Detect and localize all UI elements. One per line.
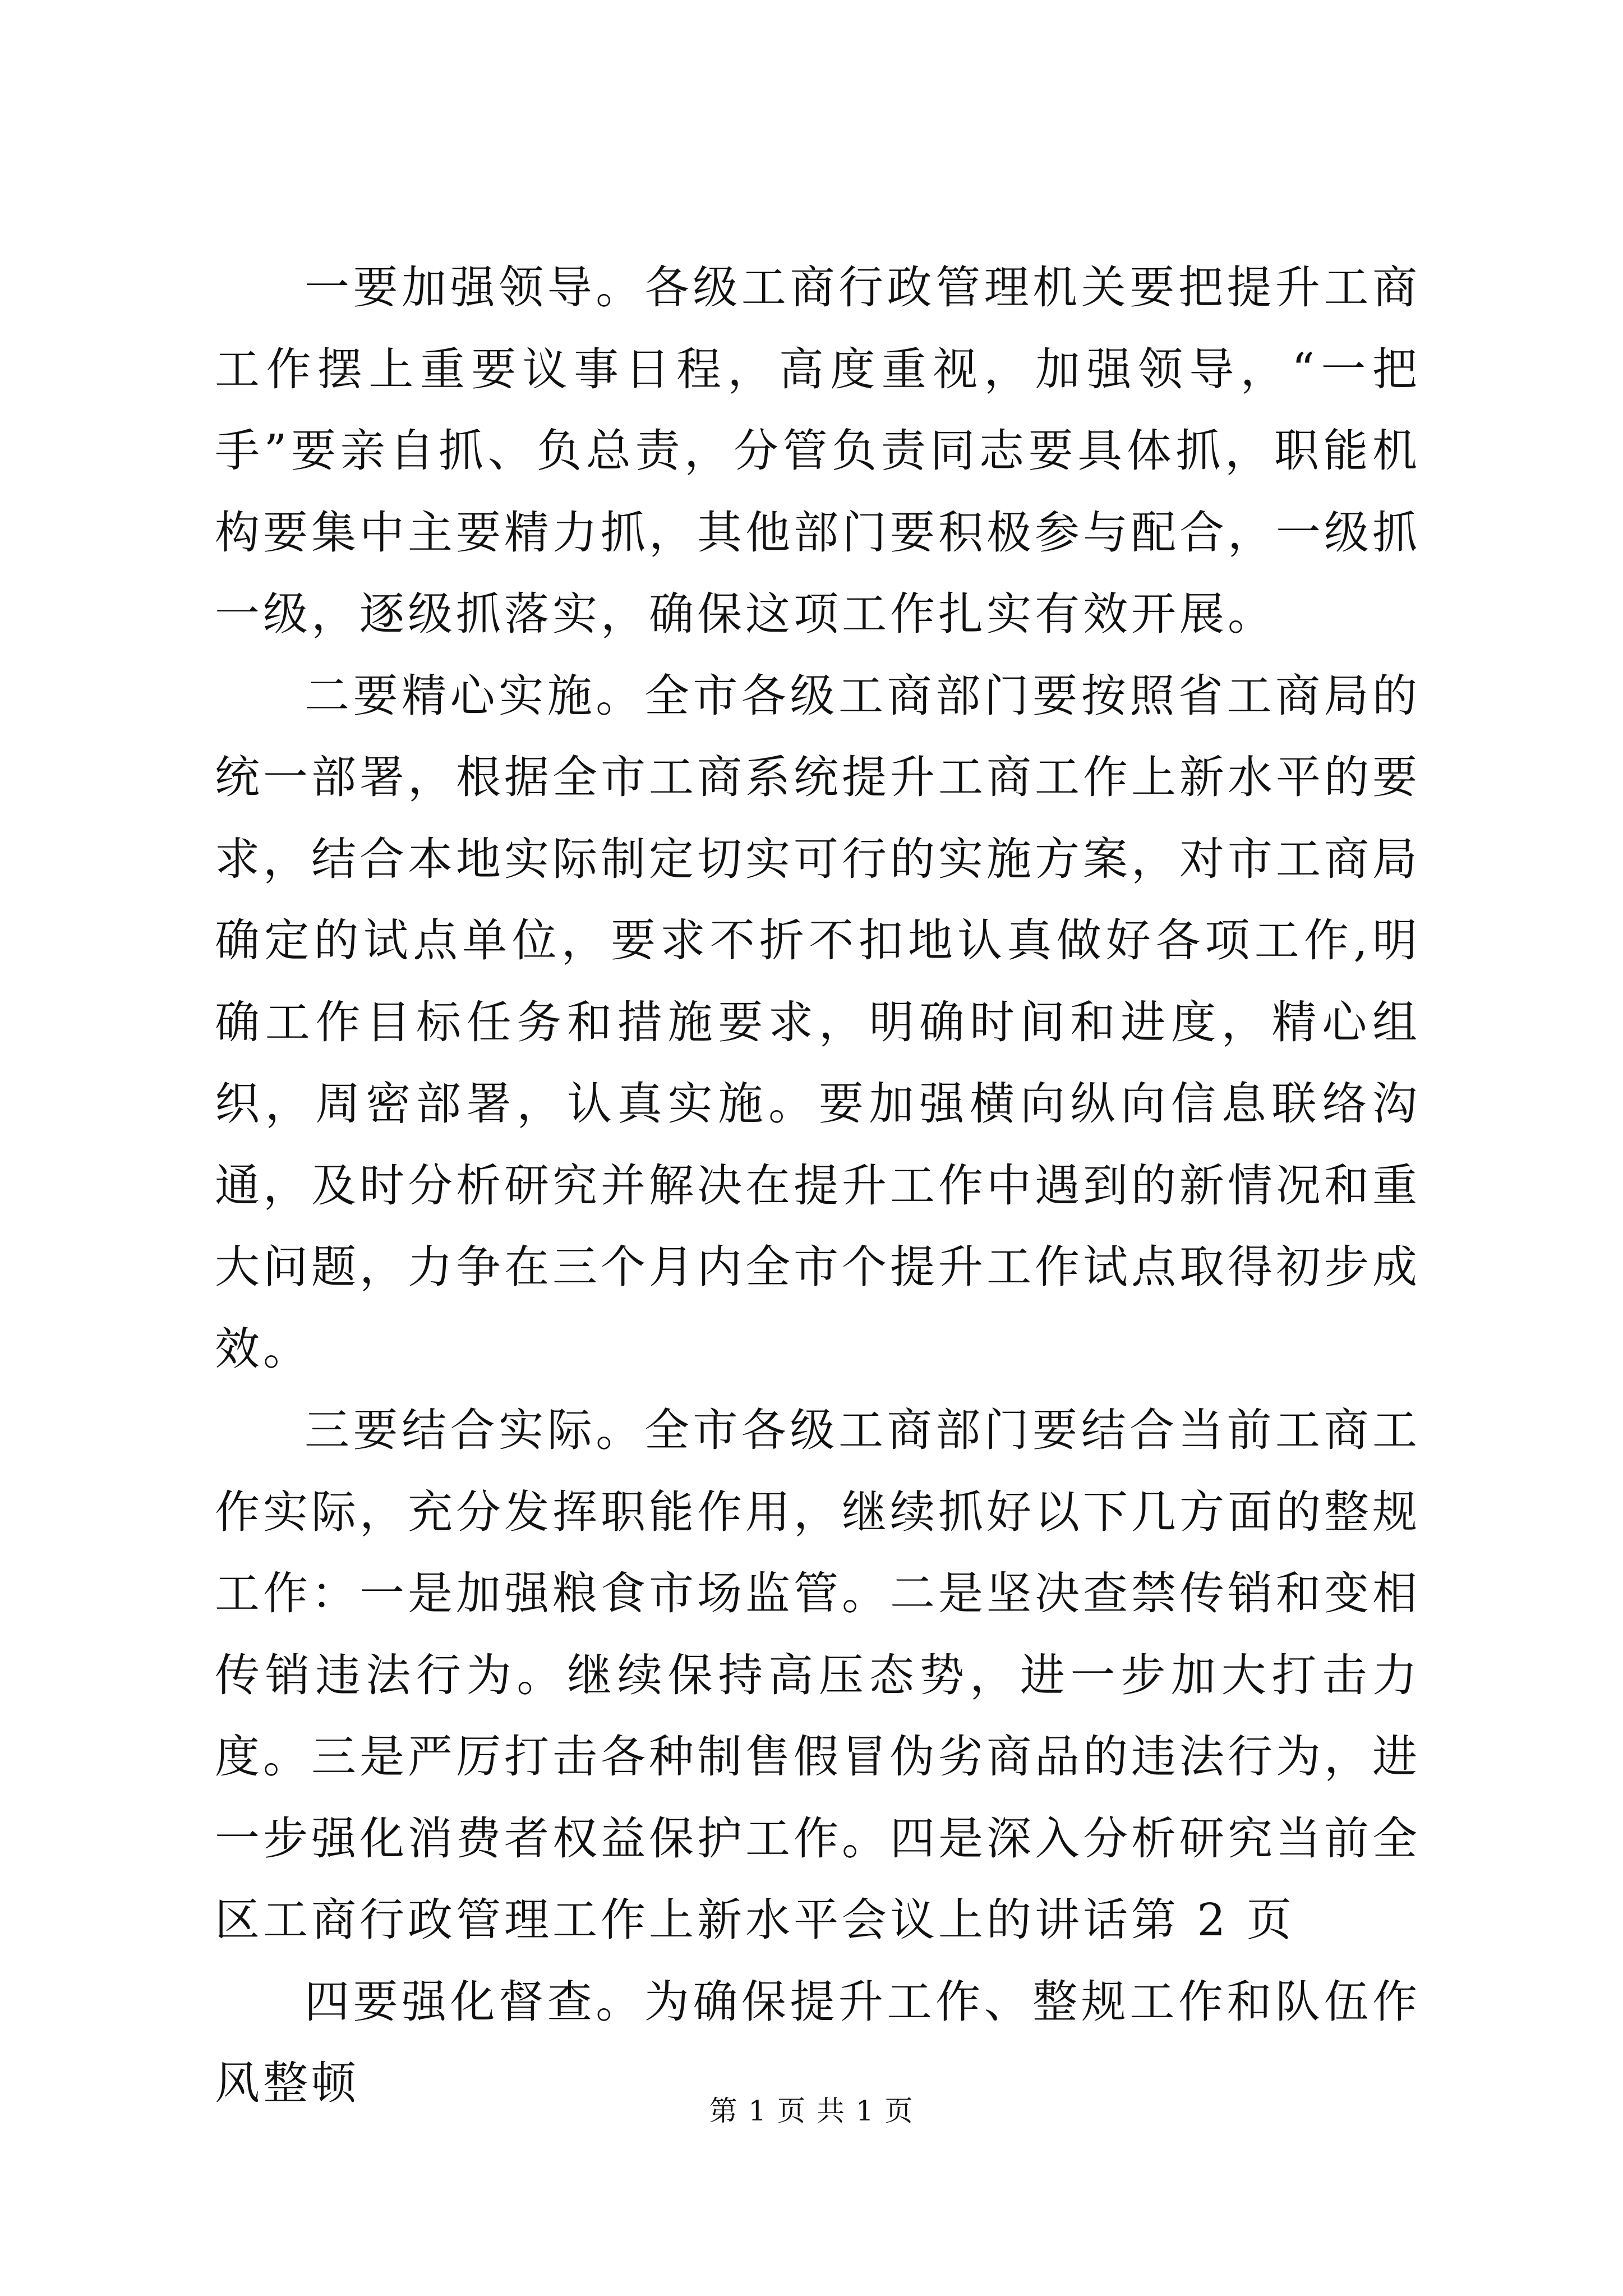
paragraph-3: 三要结合实际。全市各级工商部门要结合当前工商工作实际，充分发挥职能作用，继续抓好以下几方面的整规工作：一是加强粮食市场监管。二是坚决查禁传销和变相传销违法行为。继续保持高压态势，进一步加大打击力度。三是严厉打击各种制售假冒伪劣商品的违法行为，进一步强化消费者权益保护工作。四是深入分析研究当前全区工商行政管理工作上新水平会议上的讲话第 2 页 (215, 1404, 1421, 1946)
paragraph-1: 一要加强领导。各级工商行政管理机关要把提升工商工作摆上重要议事日程，高度重视，加强领导，“一把手”要亲自抓、负总责，分管负责同志要具体抓，职能机构要集中主要精力抓，其他部门要积极参与配合，一级抓一级，逐级抓落实，确保这项工作扎实有效开展。 (215, 261, 1421, 640)
page-footer: 第 1 页 共 1 页 (709, 2095, 914, 2127)
document-body (215, 247, 1421, 2124)
paragraph-2: 二要精心实施。全市各级工商部门要按照省工商局的统一部署，根据全市工商系统提升工商工作上新水平的要求，结合本地实际制定切实可行的实施方案，对市工商局确定的试点单位，要求不折不扣地认真做好各项工作,明确工作目标任务和措施要求，明确时间和进度，精心组织，周密部署，认真实施。要加强横向纵向信息联络沟通，及时分析研究并解决在提升工作中遇到的新情况和重大问题，力争在三个月内全市个提升工作试点取得初步成效。 (215, 669, 1421, 1375)
paragraph-4: 四要强化督查。为确保提升工作、整规工作和队伍作风整顿 (215, 1975, 1421, 2109)
